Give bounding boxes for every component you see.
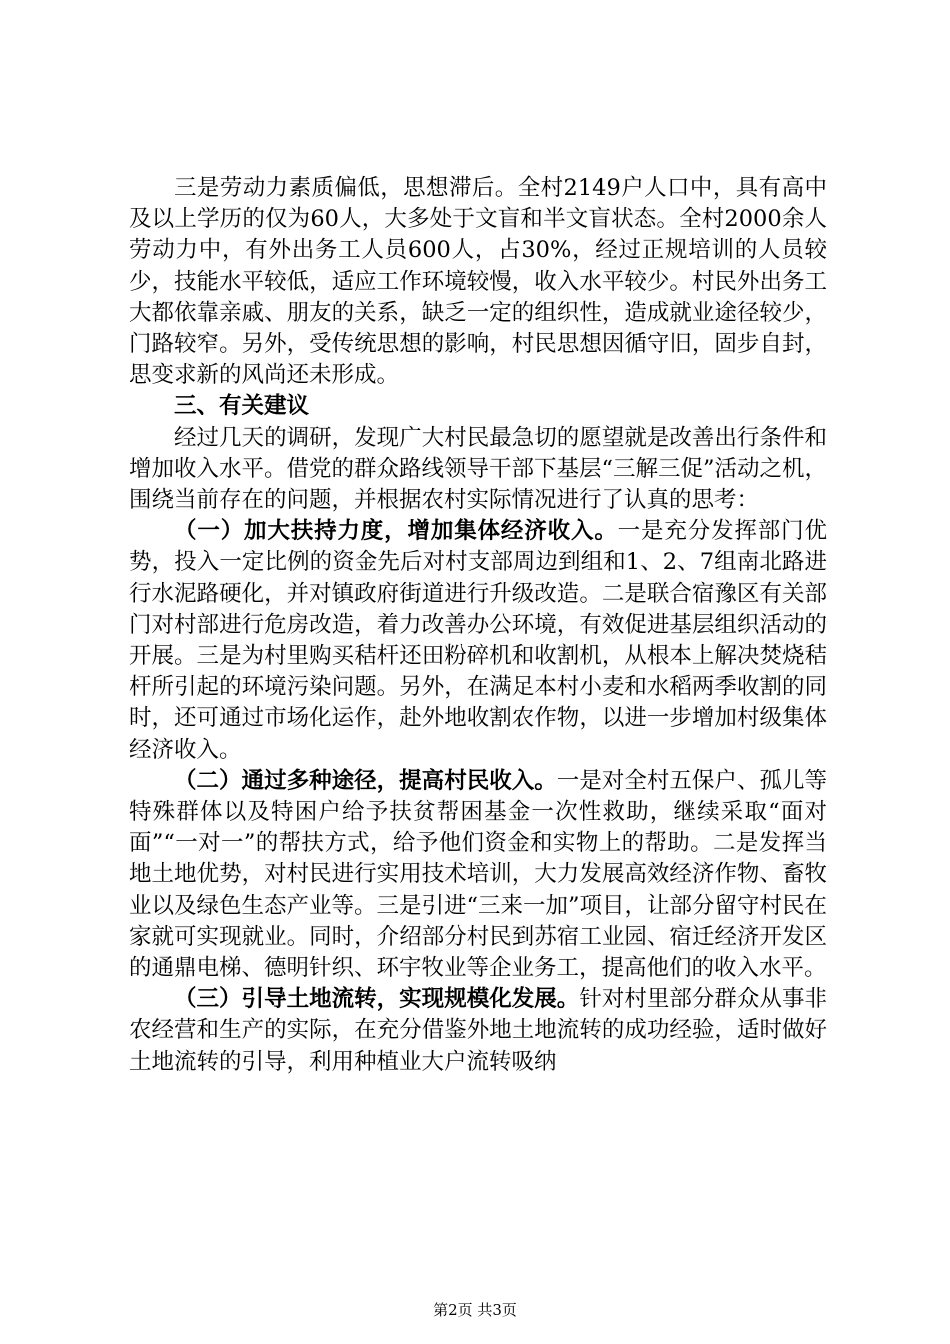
paragraph-text: 经过几天的调研，发现广大村民最急切的愿望就是改善出行条件和增加收入水平。借党的群众路线领导干部下基层“三解三促”活动之机，围绕当前存在的问题，并根据农村实际情况进行了认真的思考：	[129, 424, 828, 514]
suggestion-3-title: （三）引导土地流转，实现规模化发展。	[174, 986, 580, 1013]
paragraph-suggestion-2	[129, 766, 827, 984]
document-body	[129, 173, 827, 1078]
paragraph-suggestion-1	[129, 516, 827, 766]
suggestion-1-text: 一是充分发挥部门优势，投入一定比例的资金先后对村支部周边到组和1、2、7组南北路进行水泥路硬化，并对镇政府街道进行升级改造。二是联合宿豫区有关部门对村部进行危房改造，着力改善办公环境，有效促进基层组织活动的开展。三是为村里购买秸杆还田粉碎机和收割机，从根本上解决焚烧秸杆所引起的环境污染问题。另外，在满足本村小麦和水稻两季收割的同时，还可通过市场化运作，赴外地收割农作物，以进一步增加村级集体经济收入。	[129, 518, 827, 763]
paragraph-text: 三是劳动力素质偏低，思想滞后。全村2149户人口中，具有高中及以上学历的仅为60人，大多处于文盲和半文盲状态。全村2000余人劳动力中，有外出务工人员600人，占30%，经过正规培训的人员较少，技能水平较低，适应工作环境较慢，收入水平较少。村民外出务工大都依靠亲戚、朋友的关系，缺乏一定的组织性，造成就业途径较少，门路较窄。另外，受传统思想的影响，村民思想因循守旧，固步自封，思变求新的风尚还未形成。	[129, 175, 827, 389]
paragraph-labor-quality	[129, 173, 827, 391]
suggestion-2-title: （二）通过多种途径，提高村民收入。	[174, 767, 557, 794]
suggestion-2-text: 一是对全村五保户、孤儿等特殊群体以及特困户给予扶贫帮困基金一次性救助，继续采取“面对面”“一对一”的帮扶方式，给予他们资金和实物上的帮助。二是发挥当地土地优势，对村民进行实用技术培训，大力发展高效经济作物、畜牧业以及绿色生态产业等。三是引进“三来一加”项目，让部分留守村民在家就可实现就业。同时，介绍部分村民到苏宿工业园、宿迁经济开发区的通鼎电梯、德明针织、环宇牧业等企业务工，提高他们的收入水平。	[129, 767, 828, 982]
page-number: 第2页 共3页	[433, 1301, 517, 1319]
page-footer	[0, 1300, 950, 1320]
paragraph-suggestion-3	[129, 984, 827, 1078]
section-heading-suggestions	[129, 391, 827, 422]
suggestion-1-title: （一）加大扶持力度，增加集体经济收入。	[174, 518, 618, 545]
suggestion-3-text: 针对村里部分群众从事非农经营和生产的实际，在充分借鉴外地土地流转的成功经验，适时做好土地流转的引导，利用种植业大户流转吸纳	[129, 986, 827, 1075]
heading-text: 三、有关建议	[174, 393, 310, 420]
paragraph-research-intro	[129, 423, 827, 517]
